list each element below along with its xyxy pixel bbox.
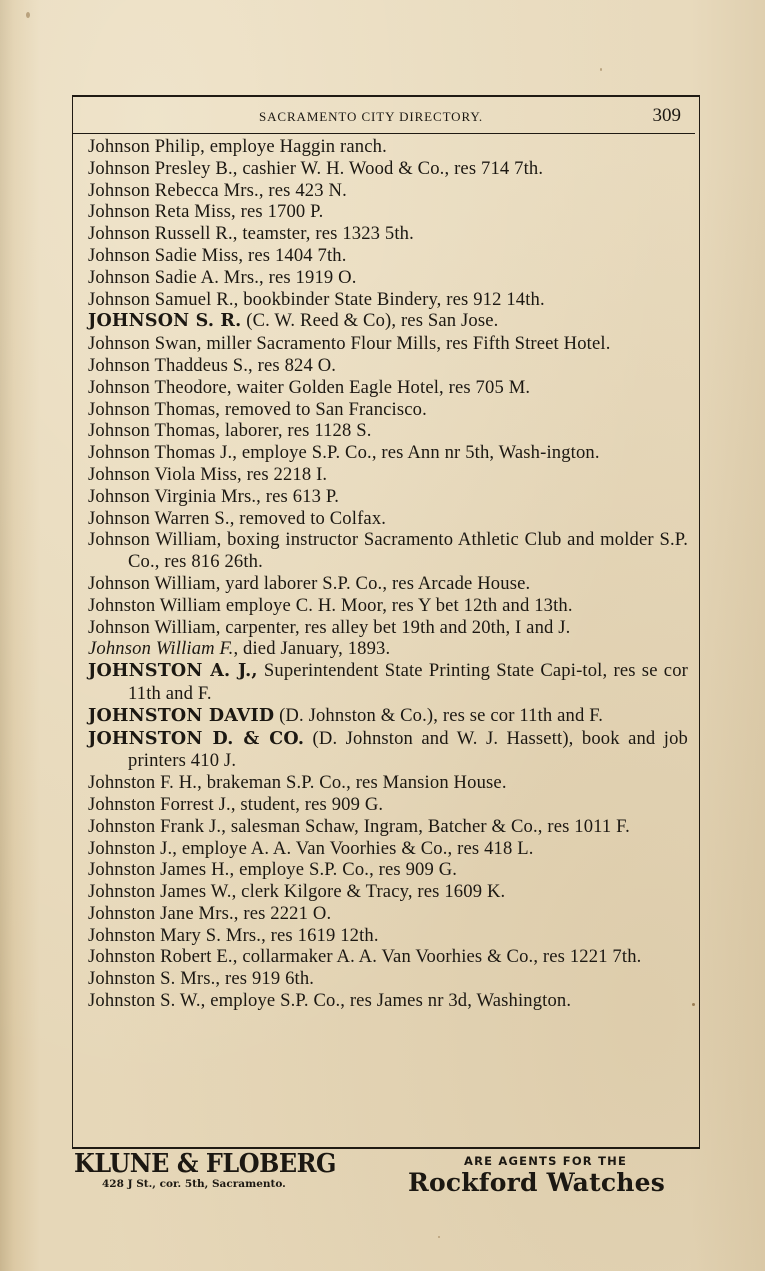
directory-entry xyxy=(88,638,688,660)
directory-entry xyxy=(88,486,688,508)
directory-entry xyxy=(88,595,688,617)
directory-entry xyxy=(88,946,688,968)
paper-speck xyxy=(692,1003,695,1006)
entry-name-italic: Johnson William F. xyxy=(88,638,234,660)
entry-name-bold: JOHNSON S. R. xyxy=(88,311,242,332)
entry-name-bold: JOHNSTON D. & CO. xyxy=(88,728,305,749)
ad-brand-block xyxy=(408,1154,665,1197)
directory-entry xyxy=(88,881,688,903)
directory-entry xyxy=(88,310,688,333)
directory-entry xyxy=(88,355,688,377)
entry-text: (D. Johnston & Co.), res se cor 11th and F. xyxy=(274,704,604,726)
ad-firm-name: KLUNE & FLOBERG xyxy=(74,1149,337,1179)
entry-text: Johnson William, boxing instructor Sacramento Athletic Club and molder S.P. Co., res 816 26th. xyxy=(88,529,688,573)
entry-text: Johnson Samuel R., bookbinder State Bindery, res 912 14th. xyxy=(88,288,545,310)
ad-tagline: ARE AGENTS FOR THE xyxy=(464,1154,627,1168)
entry-text: Johnson Thomas, removed to San Francisco. xyxy=(88,398,427,420)
entry-text: Johnson Sadie Miss, res 1404 7th. xyxy=(88,244,347,266)
directory-entry xyxy=(88,201,688,223)
directory-entry xyxy=(88,399,688,421)
directory-entry xyxy=(88,968,688,990)
entry-text: (D. Johnston and W. J. Hassett), book and job printers 410 J. xyxy=(128,727,688,772)
directory-entry xyxy=(88,859,688,881)
directory-entry xyxy=(88,180,688,202)
advertisement-banner xyxy=(72,1150,712,1210)
entry-text: Johnson Thomas, laborer, res 1128 S. xyxy=(88,420,372,442)
entry-text: Johnston S. Mrs., res 919 6th. xyxy=(88,968,315,990)
header-rule xyxy=(73,133,695,134)
directory-entry xyxy=(88,377,688,399)
directory-entry xyxy=(88,705,688,728)
paper-speck xyxy=(600,68,602,71)
directory-entry xyxy=(88,333,688,355)
directory-title: SACRAMENTO CITY DIRECTORY. xyxy=(259,109,484,124)
entry-text: Johnston Forrest J., student, res 909 G. xyxy=(88,793,384,815)
entry-text: Johnson Rebecca Mrs., res 423 N. xyxy=(88,179,347,201)
directory-entry xyxy=(88,925,688,947)
directory-entry xyxy=(88,508,688,530)
directory-entry xyxy=(88,772,688,794)
entry-text: Johnson Viola Miss, res 2218 I. xyxy=(88,463,328,485)
directory-entry xyxy=(88,573,688,595)
directory-entry xyxy=(88,617,688,639)
entry-text: Johnson William, carpenter, res alley bet 19th and 20th, I and J. xyxy=(88,616,571,638)
directory-page-frame xyxy=(72,95,700,1149)
directory-entry xyxy=(88,816,688,838)
directory-entry xyxy=(88,838,688,860)
directory-entry xyxy=(88,990,688,1012)
paper-speck xyxy=(26,12,30,18)
page-number: 309 xyxy=(652,105,681,126)
directory-entry xyxy=(88,223,688,245)
entry-text: Johnston Robert E., collarmaker A. A. Van Voorhies & Co., res 1221 7th. xyxy=(88,946,642,968)
ad-brand-name: Rockford Watches xyxy=(408,1168,666,1197)
entry-text: (C. W. Reed & Co), res San Jose. xyxy=(241,310,499,332)
running-header xyxy=(73,105,689,127)
entry-text: Johnson Sadie A. Mrs., res 1919 O. xyxy=(88,266,357,288)
entry-text: Johnson Reta Miss, res 1700 P. xyxy=(88,201,324,223)
entry-text: Johnston James H., employe S.P. Co., res 909 G. xyxy=(88,859,458,881)
directory-entries-list xyxy=(88,136,688,1012)
entry-text: Superintendent State Printing State Capi-tol, res se cor 11th and F. xyxy=(128,660,688,704)
ad-firm-address: 428 J St., cor. 5th, Sacramento. xyxy=(102,1178,286,1190)
directory-entry xyxy=(88,464,688,486)
paper-speck xyxy=(438,1236,440,1238)
directory-entry xyxy=(88,245,688,267)
entry-text: Johnson Thaddeus S., res 824 O. xyxy=(88,354,337,376)
directory-entry xyxy=(88,660,688,705)
directory-entry xyxy=(88,158,688,180)
directory-entry xyxy=(88,794,688,816)
entry-text: , died January, 1893. xyxy=(233,638,391,660)
directory-entry xyxy=(88,136,688,158)
entry-text: Johnson Thomas J., employe S.P. Co., res Ann nr 5th, Wash-ington. xyxy=(88,442,600,464)
entry-text: Johnson Warren S., removed to Colfax. xyxy=(88,507,387,529)
entry-text: Johnson William, yard laborer S.P. Co., res Arcade House. xyxy=(88,572,531,594)
entry-text: Johnston James W., clerk Kilgore & Tracy, res 1609 K. xyxy=(88,881,506,903)
directory-entry xyxy=(88,903,688,925)
entry-text: Johnson Presley B., cashier W. H. Wood & Co., res 714 7th. xyxy=(88,157,544,179)
directory-entry xyxy=(88,529,688,573)
entry-text: Johnston S. W., employe S.P. Co., res James nr 3d, Washington. xyxy=(88,990,572,1012)
entry-text: Johnston Jane Mrs., res 2221 O. xyxy=(88,902,332,924)
directory-entry xyxy=(88,267,688,289)
directory-entry xyxy=(88,420,688,442)
entry-text: Johnson Virginia Mrs., res 613 P. xyxy=(88,485,340,507)
entry-text: Johnston J., employe A. A. Van Voorhies & Co., res 418 L. xyxy=(88,837,534,859)
entry-name-bold: JOHNSTON DAVID xyxy=(88,705,275,726)
directory-entry xyxy=(88,442,688,464)
entry-text: Johnston Frank J., salesman Schaw, Ingram, Batcher & Co., res 1011 F. xyxy=(88,815,630,837)
directory-entry xyxy=(88,728,688,773)
entry-text: Johnson Swan, miller Sacramento Flour Mills, res Fifth Street Hotel. xyxy=(88,333,611,355)
entry-text: Johnson Philip, employe Haggin ranch. xyxy=(88,136,387,157)
directory-entry xyxy=(88,289,688,311)
entry-text: Johnson Russell R., teamster, res 1323 5th. xyxy=(88,223,414,245)
entry-text: Johnson Theodore, waiter Golden Eagle Hotel, res 705 M. xyxy=(88,376,531,398)
entry-text: Johnston F. H., brakeman S.P. Co., res Mansion House. xyxy=(88,772,507,794)
entry-text: Johnston William employe C. H. Moor, res Y bet 12th and 13th. xyxy=(88,594,573,616)
entry-text: Johnston Mary S. Mrs., res 1619 12th. xyxy=(88,924,379,946)
entry-name-bold: JOHNSTON A. J., xyxy=(88,661,258,682)
ad-firm-block xyxy=(74,1150,359,1190)
